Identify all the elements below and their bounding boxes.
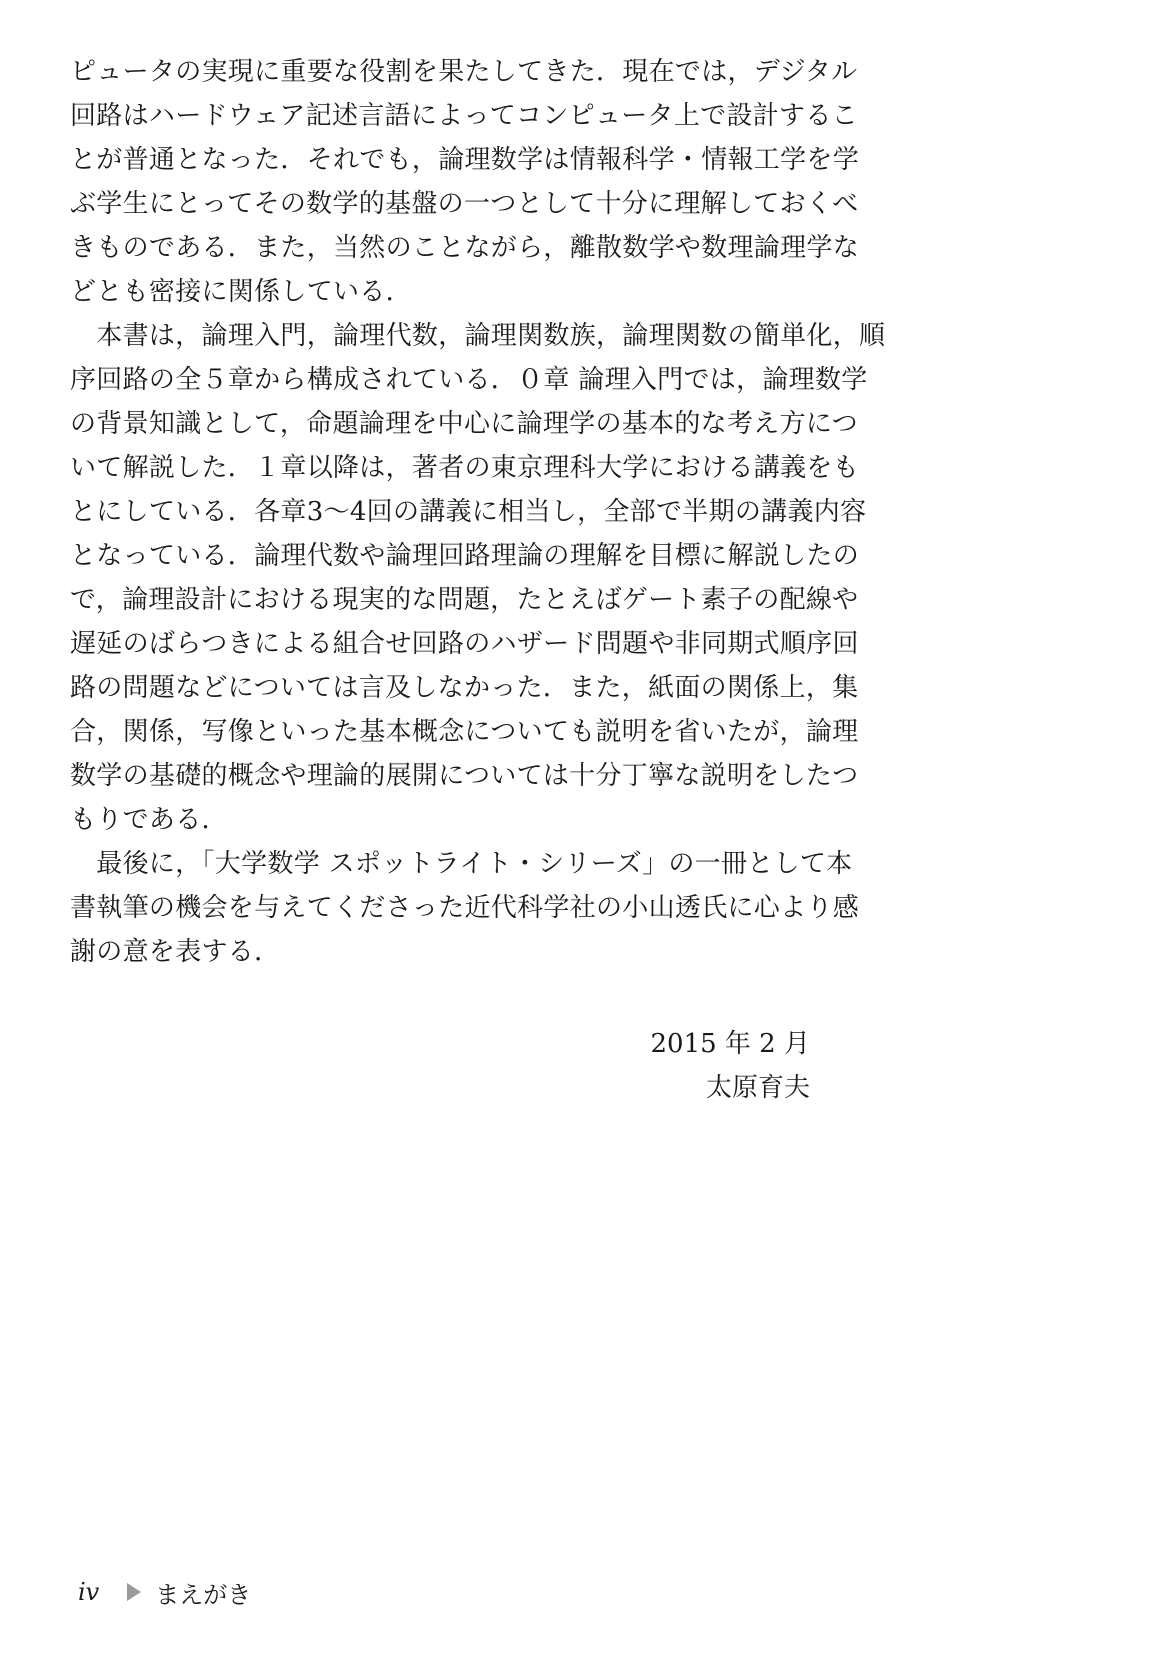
body-line: ぶ学生にとってその数学的基盤の一つとして十分に理解しておくべ	[70, 189, 859, 219]
body-line: きものである．また，当然のことながら，離散数学や数理論理学な	[70, 233, 860, 263]
body-line: 序回路の全５章から構成されている．０章 論理入門では，論理数学	[70, 365, 868, 395]
page-number: iv	[78, 1578, 100, 1606]
body-line: となっている．論理代数や論理回路理論の理解を目標に解説したの	[70, 541, 860, 571]
body-text	[70, 50, 886, 974]
body-line: 謝の意を表する．	[70, 937, 281, 967]
triangle-right-icon	[127, 1583, 141, 1601]
body-line: とにしている．各章3〜4回の講義に相当し，全部で半期の講義内容	[70, 497, 867, 527]
signature-author: 太原育夫	[705, 1073, 810, 1103]
signature-date: 2015 年 2 月	[650, 1029, 810, 1059]
body-line: いて解説した．１章以降は，著者の東京理科大学における講義をも	[70, 453, 860, 483]
body-line: ピュータの実現に重要な役割を果たしてきた．現在では，デジタル	[70, 57, 858, 87]
body-line: 数学の基礎的概念や理論的展開については十分丁寧な説明をしたつ	[70, 761, 859, 791]
body-line: 書執筆の機会を与えてくださった近代科学社の小山透氏に心より感	[70, 893, 860, 923]
running-head-title: まえがき	[155, 1580, 252, 1609]
body-line: の背景知識として，命題論理を中心に論理学の基本的な考え方につ	[70, 409, 858, 439]
body-line: 本書は，論理入門，論理代数，論理関数族，論理関数の簡単化，順	[70, 321, 886, 351]
body-line: 最後に，「大学数学 スポットライト・シリーズ」の一冊として本	[70, 849, 853, 879]
body-line: 路の問題などについては言及しなかった．また，紙面の関係上，集	[70, 673, 859, 703]
page-footer	[78, 1574, 251, 1610]
body-line: どとも密接に関係している．	[70, 277, 412, 307]
body-line: 合，関係，写像といった基本概念についても説明を省いたが，論理	[70, 717, 859, 747]
body-line: 回路はハードウェア記述言語によってコンピュータ上で設計するこ	[70, 101, 858, 131]
body-line: とが普通となった．それでも，論理数学は情報科学・情報工学を学	[70, 145, 860, 175]
body-line: もりである．	[70, 805, 228, 835]
signature-block	[650, 1022, 810, 1110]
body-line: 遅延のばらつきによる組合せ回路のハザード問題や非同期式順序回	[70, 629, 859, 659]
body-line: で，論理設計における現実的な問題，たとえばゲート素子の配線や	[70, 585, 859, 615]
